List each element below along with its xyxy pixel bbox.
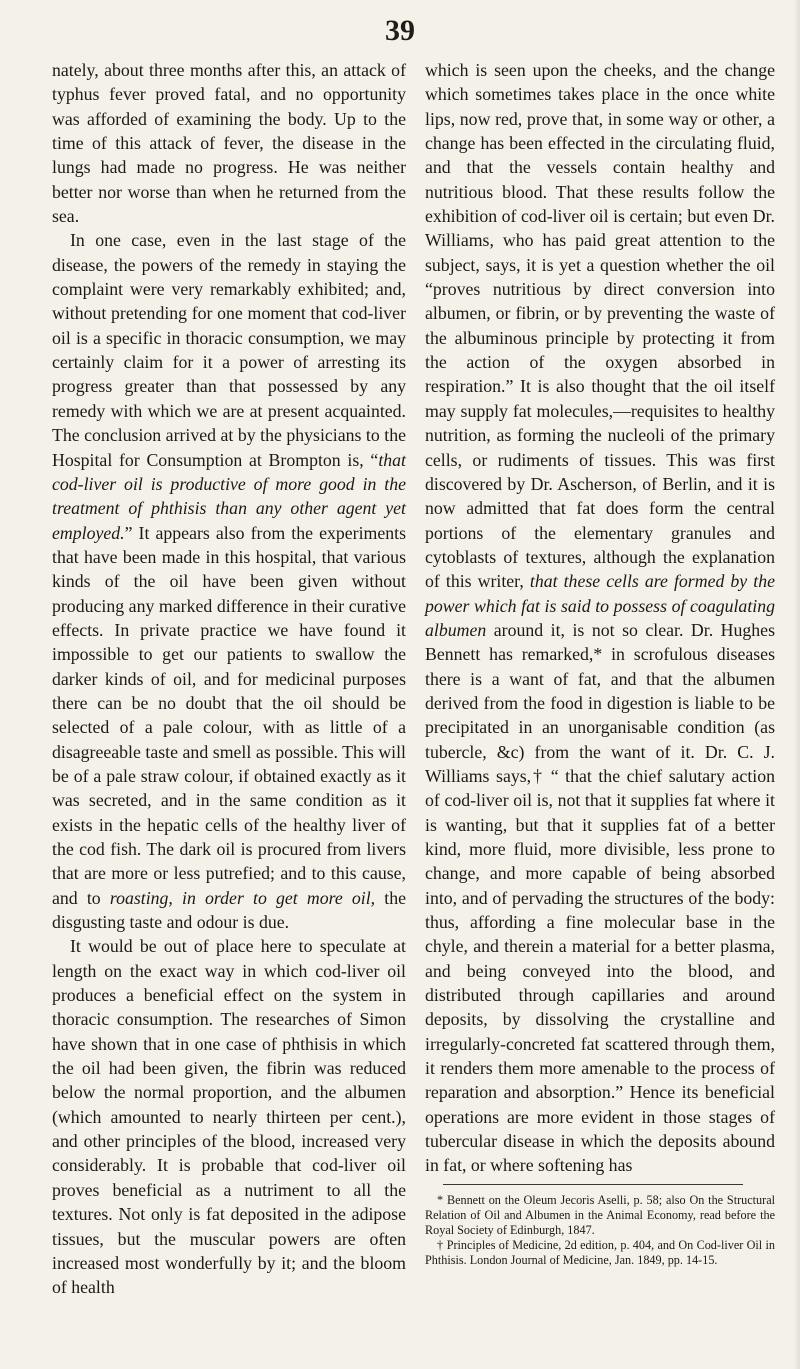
paragraph <box>425 58 775 1178</box>
paragraph-text: In one case, even in the last stage of the disease, the powers of the remedy in staying the complaint were very remarkably exhibited; and, without pretending for one moment that cod-liver oil is a specific in thoracic consumption, we may certainly claim for it a power of arresting its progress greater than that possessed by any remedy with which we are at present acquainted. The conclusion arrived at by the physicians to the Hospital for Consumption at Brompton is, “ <box>52 230 406 470</box>
emphasis-text: that cod-liver oil is productive of more good in the treatment of phthisis than any other agent yet employed. <box>52 449 406 543</box>
right-column <box>425 58 775 1268</box>
footnote: † Principles of Medicine, 2d edition, p. 404, and On Cod-liver Oil in Phthisis. London Journal of Medicine, Jan. 1849, pp. 14-15. <box>425 1237 775 1267</box>
emphasis-text: roasting, in order to get more oil, <box>109 887 376 908</box>
footnotes <box>425 1193 775 1268</box>
left-column <box>52 58 406 1300</box>
page-number: 39 <box>385 14 415 47</box>
paragraph: nately, about three months after this, an attack of typhus fever proved fatal, and no opportunity was afforded of examining the body. Up to the time of this attack of fever, the disease in the lungs had made no progress. He was neither better nor worse than when he returned from the sea. <box>52 60 406 227</box>
footnote-divider <box>443 1184 743 1185</box>
emphasis-text: that these cells are formed by the power which fat is said to possess of coagulating albumen <box>425 571 775 640</box>
paragraph: It would be out of place here to speculate at length on the exact way in which cod-liver oil produces a beneficial effect on the system in thoracic consumption. The researches of Simon have shown that in one case of phthisis in which the oil had been given, the fibrin was reduced below the normal proportion, and the albumen (which amounted to nearly thirteen per cent.), and other principles of the blood, increased very considerably. It is probable that cod-liver oil proves beneficial as a nutriment to all the textures. Not only is fat deposited in the adipose tissues, but the muscular powers are often increased most wonderfully by it; and the bloom of health <box>52 936 406 1298</box>
paragraph-text: around it, is not so clear. Dr. Hughes Bennett has remarked,* in scrofulous diseases there is a want of fat, and that the albumen derived from the food in digestion is liable to be precipitated in an unorganisable condition (as tubercle, &c) from the want of it. Dr. C. J. Williams says,† “ that the chief salutary action of cod-liver oil is, not that it supplies fat where it is wanting, but that it supplies fat of a better kind, more fluid, more divisible, less prone to change, and more capable of being absorbed into, and of pervading the structures of the body: thus, affording a fine molecular base in the chyle, and therein a material for a better plasma, and being conveyed into the blood, and distributed through capillaries and around deposits, by dissolving the crystalline and irregularly-concreted fat scattered through them, it renders them more amenable to the process of reparation and absorption.” Hence its beneficial operations are more evident in those stages of tubercular disease in which the deposits abound in fat, or where softening has <box>425 619 775 1176</box>
paragraph-text: the disgusting taste and odour is due. <box>52 887 406 933</box>
paragraph <box>52 228 406 934</box>
paragraph-text: which is seen upon the cheeks, and the change which sometimes takes place in the once white lips, now red, prove that, in some way or other, a change has been effected in the circulating fluid, and that the vessels contain healthy and nutritious blood. That these results follow the exhibition of cod-liver oil is certain; but even Dr. Williams, who has paid great attention to the subject, says, it is yet a question whether the oil “proves nutritious by direct conversion into albumen, or fibrin, or by preventing the waste of the albuminous principle by protecting it from the action of the oxygen absorbed in respiration.” It is also thought that the oil itself may supply fat molecules,—requisites to healthy nutrition, as forming the nucleoli of the primary cells, or rudiments of tissues. This was first discovered by Dr. Ascherson, of Berlin, and it is now admitted that fat does form the central portions of the elementary granules and cytoblasts of textures, although the explanation of this writer, <box>425 60 775 592</box>
footnote: * Bennett on the Oleum Jecoris Aselli, p. 58; also On the Structural Relation of Oil and Albumen in the Animal Economy, read before the Royal Society of Edinburgh, 1847. <box>425 1192 775 1237</box>
page-edge-shadow <box>794 0 800 1369</box>
paragraph-text: ” It appears also from the experiments that have been made in this hospital, that various kinds of the oil have been given without producing any marked difference in their curative effects. In private practice we have found it impossible to get our patients to swallow the darker kinds of oil, and for medicinal purposes there can be no doubt that the oil should be selected of a pale colour, with as little of a disagreeable taste and smell as possible. This will be of a pale straw colour, if obtained exactly as it was secreted, and in the same condition as it exists in the hepatic cells of the healthy liver of the cod fish. The dark oil is procured from livers that are more or less putrefied; and to this cause, and to <box>52 522 406 908</box>
